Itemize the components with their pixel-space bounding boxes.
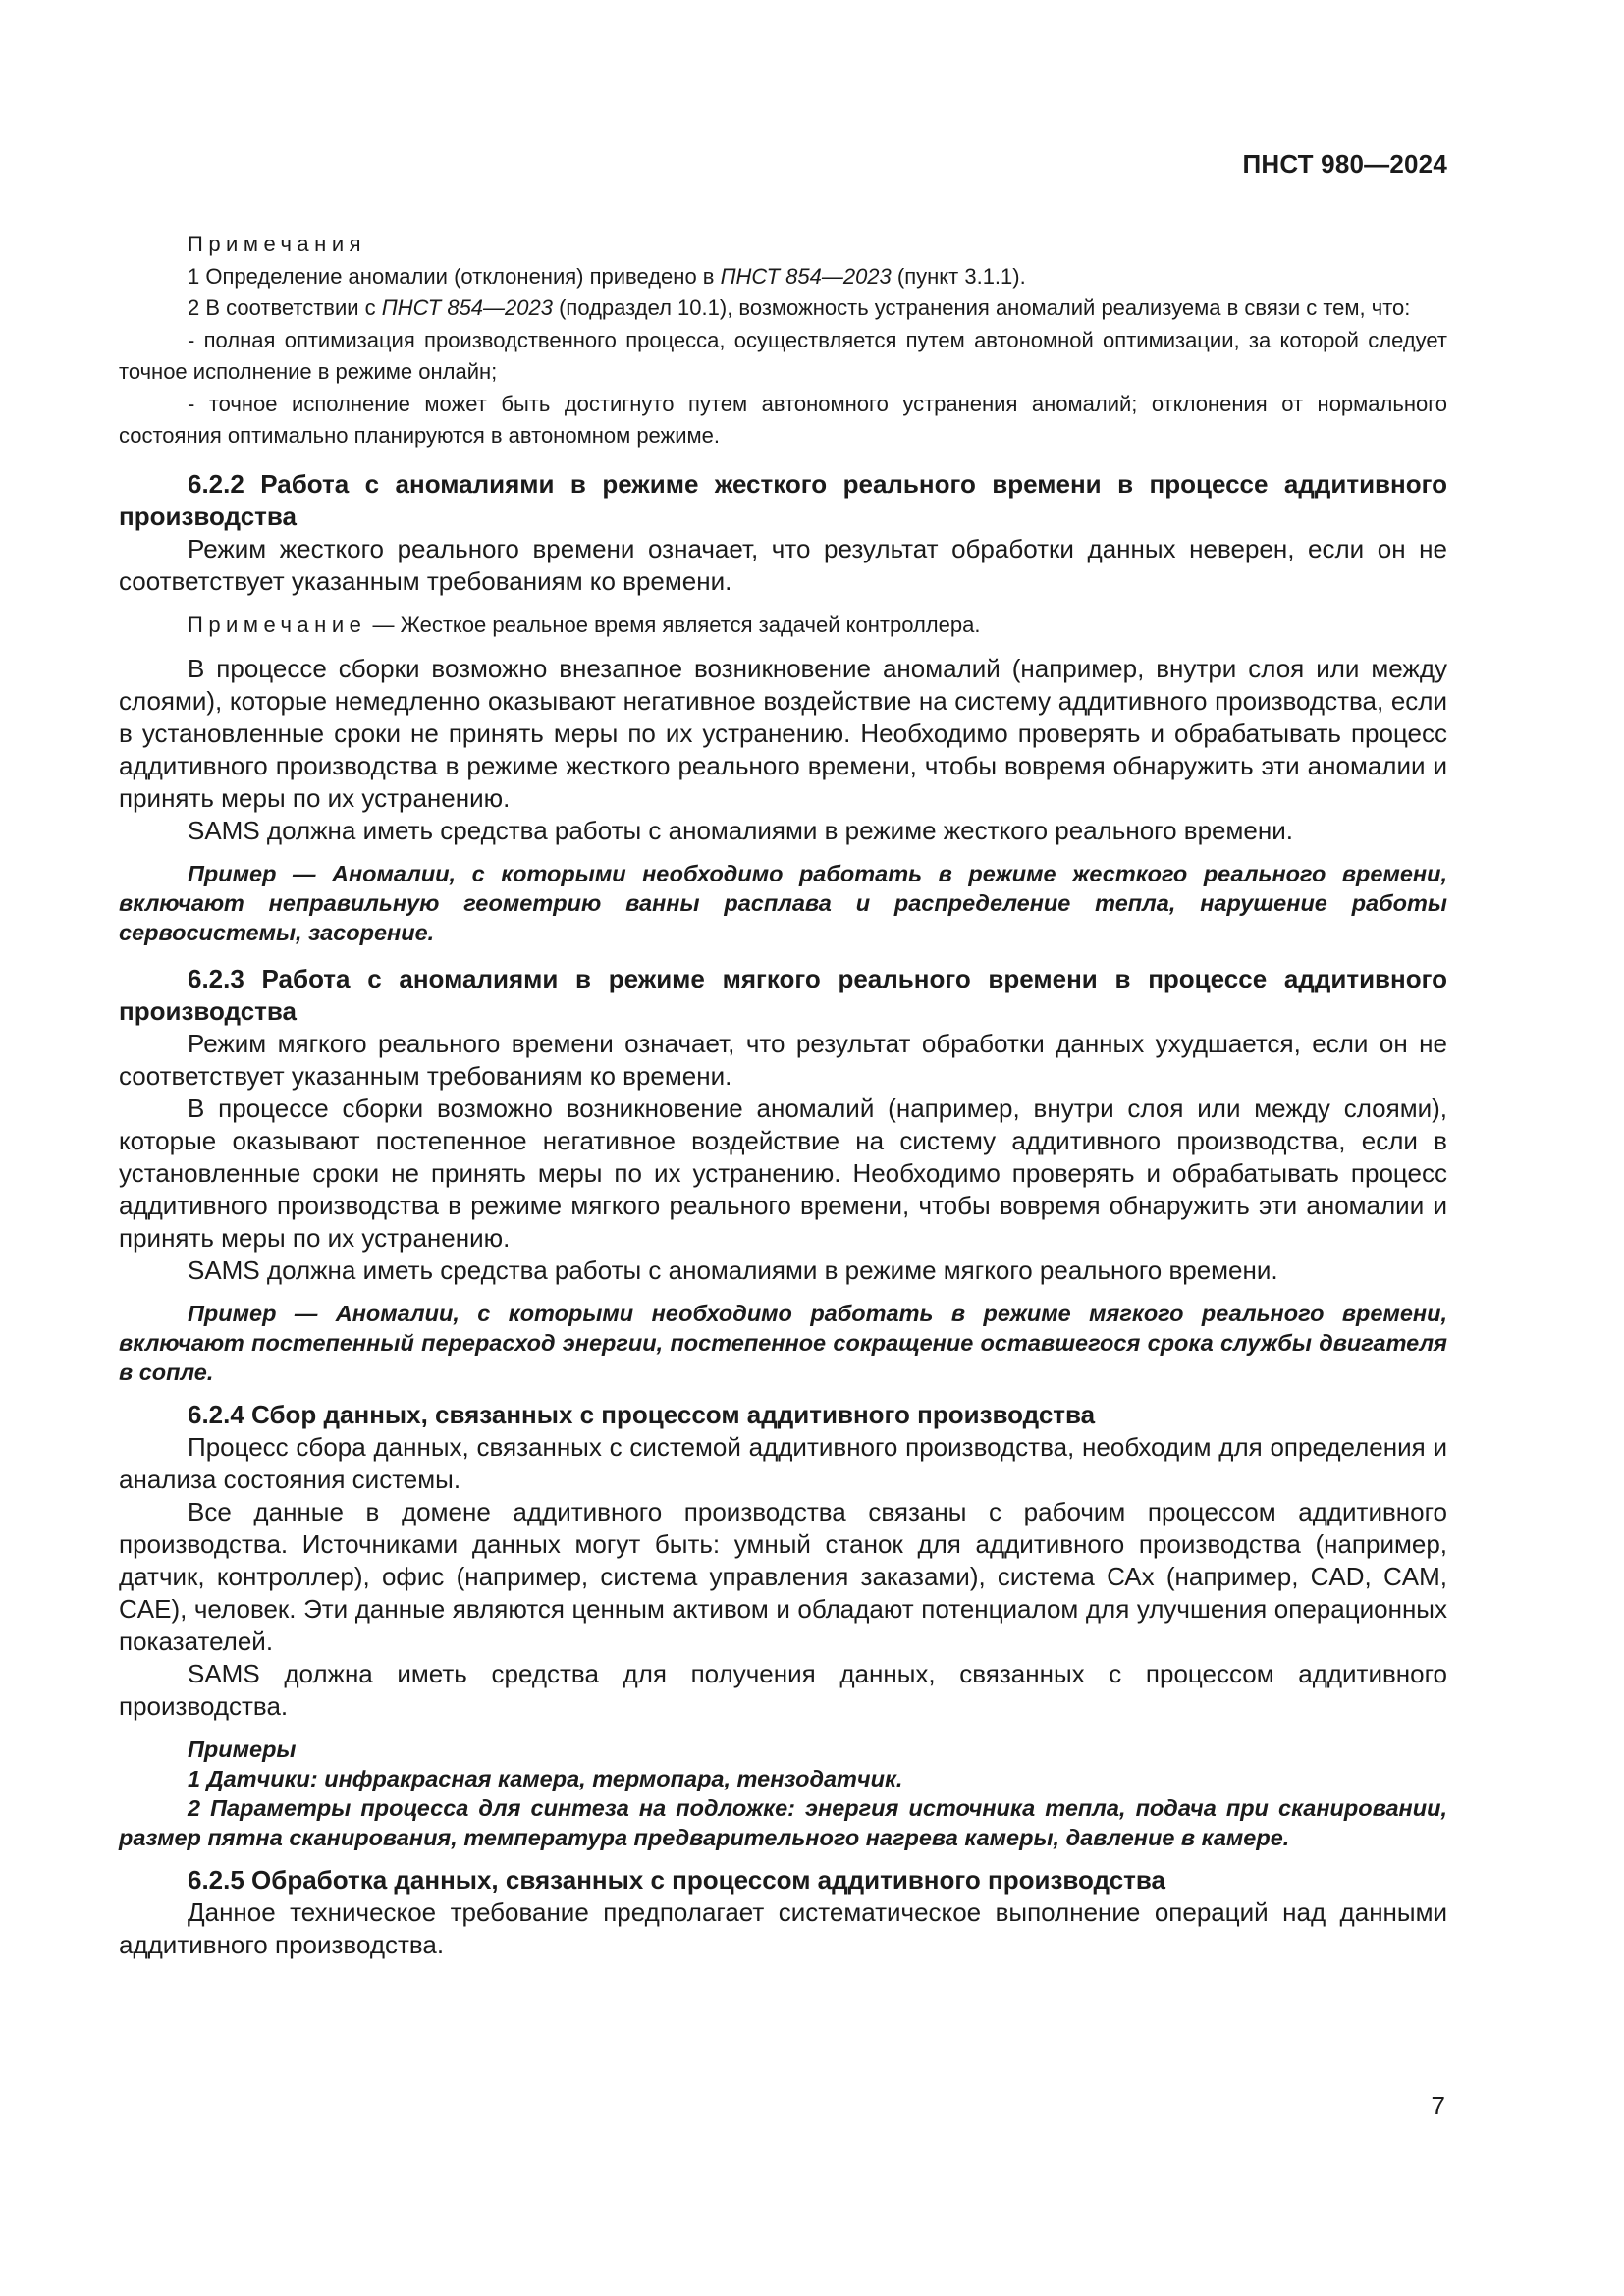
section-6-2-4-example-2: 2 Параметры процесса для синтеза на подложке: энергия источника тепла, подача при сканировании, размер пятна сканирования, температура предварительного нагрева камеры, давление в камере.: [119, 1795, 1447, 1850]
section-6-2-2-paragraph-3: SAMS должна иметь средства работы с аномалиями в режиме жесткого реального времени.: [188, 816, 1293, 845]
notes-title: Примечания: [188, 232, 367, 256]
section-6-2-2-heading: 6.2.2 Работа с аномалиями в режиме жесткого реального времени в процессе аддитивного производства: [119, 468, 1447, 531]
section-6-2-2-paragraph-2: В процессе сборки возможно внезапное возникновение аномалий (например, внутри слоя или между слоями), которые немедленно оказывают негативное воздействие на систему аддитивного производства, если в установленные сроки не принять меры по их устранению. Необходимо проверять и обрабатывать процесс аддитивного производства в режиме жесткого реального времени, чтобы вовремя обнаружить эти аномалии и принять меры по их устранению.: [119, 654, 1447, 813]
section-6-2-4-paragraph-1: Процесс сбора данных, связанных с системой аддитивного производства, необходим для определения и анализа состояния системы.: [119, 1432, 1447, 1494]
section-6-2-4-paragraph-2: Все данные в домене аддитивного производства связаны с рабочим процессом аддитивного производства. Источниками данных могут быть: умный станок для аддитивного производства (например, датчик, контроллер), офис (например, система управления заказами), система САх (например, CAD, CAM, CAE), человек. Эти данные являются ценным активом и обладают потенциалом для улучшения операционных показателей.: [119, 1497, 1447, 1656]
section-6-2-2-paragraph-1: Режим жесткого реального времени означает, что результат обработки данных неверен, если он не соответствует указанным требованиям ко времени.: [119, 533, 1447, 596]
section-6-2-3-paragraph-2: В процессе сборки возможно возникновение аномалий (например, внутри слоя или между слоями), которые оказывают постепенное негативное воздействие на систему аддитивного производства, если в установленные сроки не принять меры по их устранению. Необходимо проверять и обрабатывать процесс аддитивного производства в режиме мягкого реального времени, чтобы вовремя обнаружить эти аномалии и принять меры по их устранению.: [119, 1094, 1447, 1253]
section-6-2-2-example: Пример — Аномалии, с которыми необходимо работать в режиме жесткого реального времени, включают неправильную геометрию ванны расплава и распределение тепла, нарушение работы сервосистемы, засорение.: [119, 861, 1447, 945]
note-2-reference: ПНСТ 854—2023: [381, 295, 553, 320]
section-6-2-4-example-1: 1 Датчики: инфракрасная камера, термопара, тензодатчик.: [188, 1766, 903, 1791]
document-code: ПНСТ 980—2024: [1242, 149, 1447, 179]
section-6-2-5-paragraph-1: Данное техническое требование предполагает систематическое выполнение операций над данными аддитивного производства.: [119, 1897, 1447, 1959]
note-2: [119, 293, 1447, 325]
note-1-text-a: 1 Определение аномалии (отклонения) приведено в: [188, 263, 721, 289]
section-6-2-4-examples-title: Примеры: [188, 1736, 297, 1762]
note-label: Примечание: [188, 612, 367, 637]
section-6-2-3-heading: 6.2.3 Работа с аномалиями в режиме мягкого реального времени в процессе аддитивного производства: [119, 964, 1447, 1026]
section-6-2-3-example: Пример — Аномалии, с которыми необходимо работать в режиме мягкого реального времени, включают постепенный перерасход энергии, постепенное сокращение оставшегося срока службы двигателя в сопле.: [119, 1301, 1447, 1385]
section-6-2-4-paragraph-3: SAMS должна иметь средства для получения данных, связанных с процессом аддитивного производства.: [119, 1659, 1447, 1721]
note-text: — Жесткое реальное время является задачей контроллера.: [366, 612, 981, 637]
section-6-2-5-heading: 6.2.5 Обработка данных, связанных с процессом аддитивного производства: [188, 1865, 1165, 1895]
note-bullet-2: - точное исполнение может быть достигнуто путем автономного устранения аномалий; отклонения от нормального состояния оптимально планируются в автономном режиме.: [119, 391, 1447, 448]
section-6-2-3-paragraph-1: Режим мягкого реального времени означает, что результат обработки данных ухудшается, если он не соответствует указанным требованиям ко времени.: [119, 1029, 1447, 1091]
section-6-2-2-note: [119, 610, 1447, 642]
document-body: [119, 229, 1447, 1961]
note-2-text-a: 2 В соответствии с: [188, 295, 382, 320]
section-6-2-4-heading: 6.2.4 Сбор данных, связанных с процессом аддитивного производства: [188, 1400, 1096, 1429]
note-2-text-b: (подраздел 10.1), возможность устранения аномалий реализуема в связи с тем, что:: [552, 295, 1411, 320]
section-6-2-3-paragraph-3: SAMS должна иметь средства работы с аномалиями в режиме мягкого реального времени.: [188, 1255, 1278, 1285]
note-1-text-b: (пункт 3.1.1).: [891, 263, 1026, 289]
page-number: 7: [1431, 2091, 1445, 2120]
note-1-reference: ПНСТ 854—2023: [720, 263, 892, 289]
note-bullet-1: - полная оптимизация производственного процесса, осуществляется путем автономной оптимизации, за которой следует точное исполнение в режиме онлайн;: [119, 327, 1447, 384]
note-1: [119, 261, 1447, 294]
